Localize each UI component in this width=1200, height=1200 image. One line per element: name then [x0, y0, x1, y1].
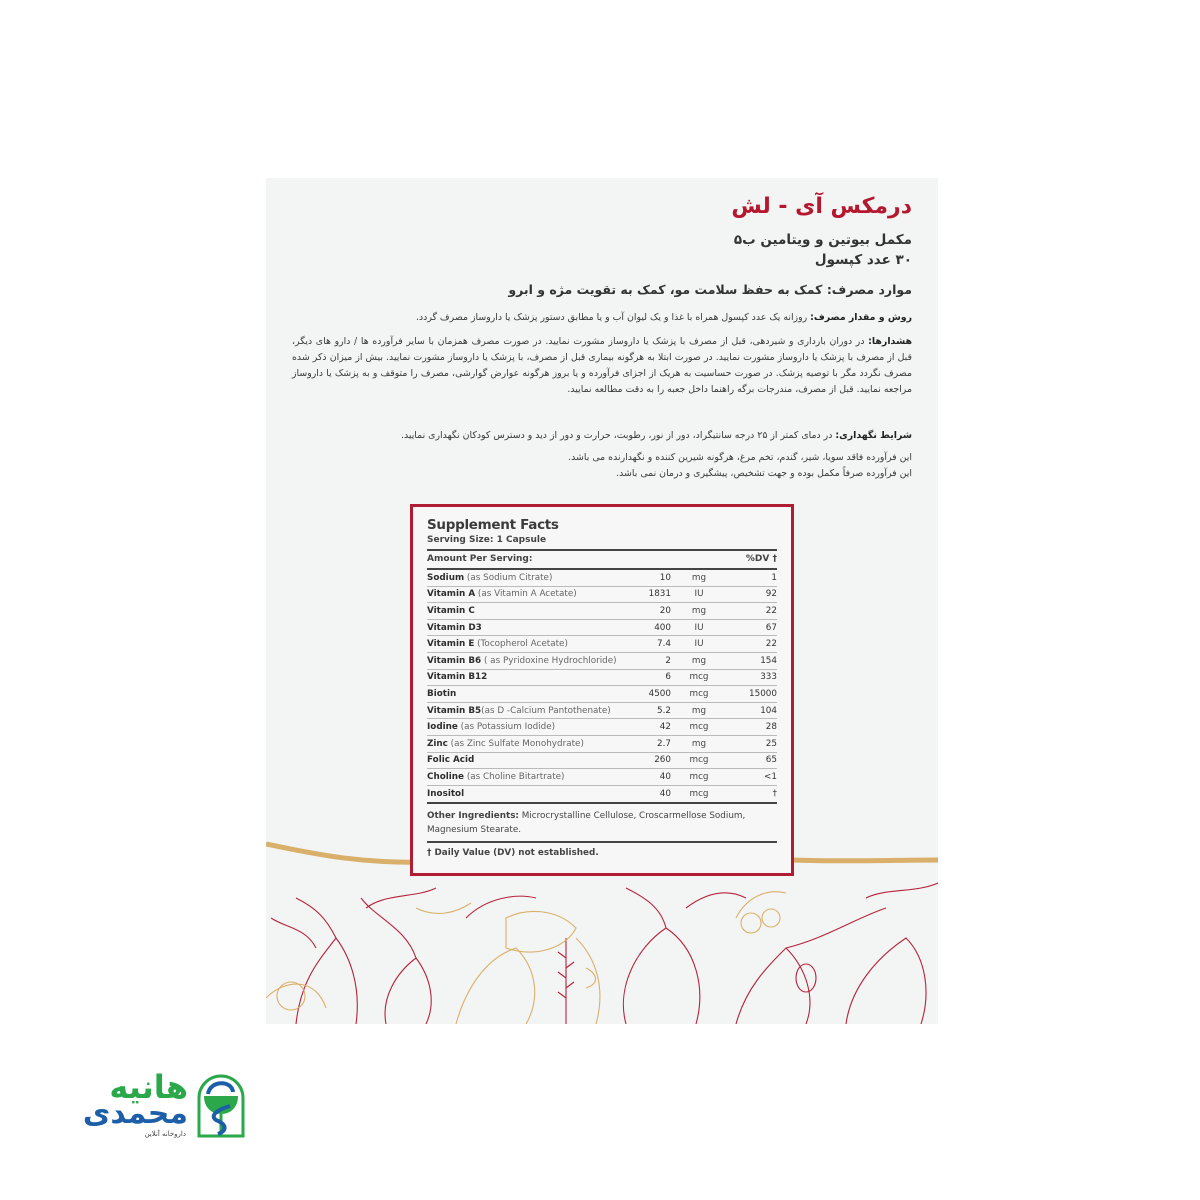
storage-text: در دمای کمتر از ۲۵ درجه سانتیگراد، دور از نور، رطوبت، حرارت و دور از دید و دسترس کودکان نگهداری نمایید.	[400, 430, 836, 441]
allergen-statement: این فرآورده فاقد سویا، شیر، گندم، تخم مرغ، هرگونه شیرین کننده و نگهدارنده می باشد.	[568, 452, 912, 463]
capsule-count: ۳۰ عدد کپسول	[814, 252, 912, 268]
product-title: درمکس آی - لش	[731, 194, 912, 219]
supplement-facts-title: Supplement Facts	[427, 517, 559, 533]
warnings-text: در دوران بارداری و شیردهی، قبل از مصرف با پزشک یا داروساز مشورت نمایید. در صورت مصرف همزمان با سایر فرآورده ها / دارو های دیگر، قبل از مصرف با پزشک یا داروساز مشورت نمایید. در صورت ابتلا به هرگونه بیماری قبل از مصرف، با پزشک یا داروساز مشورت نمایید. بیش از میزان ذکر شده مصرف نگردد مگر با توصیه پزشک. در صورت حساسیت به هریک از اجزای فرآورده و یا بروز هرگونه عوارض گوارشی، مصرف را متوقف و به پزشک یا داروساز مراجعه نمایید. قبل از مصرف، مندرجات برگه راهنما داخل جعبه را به دقت مطالعه نمایید.	[292, 336, 912, 395]
table-row: Folic Acid 260 mcg 65	[427, 753, 777, 770]
product-box-panel	[266, 178, 938, 1024]
floral-line-art-decoration	[266, 878, 938, 1024]
uses-line	[508, 282, 912, 297]
table-row: Choline (as Choline Bitartrate) 40 mcg <1	[427, 769, 777, 786]
facts-rows	[427, 570, 777, 804]
table-row: Inositol 40 mcg †	[427, 789, 777, 800]
supplement-notice: این فرآورده صرفاً مکمل بوده و جهت تشخیص، پیشگیری و درمان نمی باشد.	[616, 468, 912, 479]
storage-label: شرایط نگهداری:	[835, 430, 912, 441]
dosage-text: روزانه یک عدد کپسول همراه با غذا و یک لیوان آب و یا مطابق دستور پزشک یا داروساز مصرف گردد.	[415, 312, 811, 323]
table-row: Biotin 4500 mcg 15000	[427, 686, 777, 703]
table-row: Vitamin E (Tocopherol Acetate) 7.4 IU 22	[427, 636, 777, 653]
table-row: Vitamin B5(as D -Calcium Pantothenate) 5.2 mg 104	[427, 703, 777, 720]
amount-header: Amount Per Serving:	[427, 554, 533, 564]
warnings-label: هشدارها:	[868, 336, 912, 347]
table-row: Vitamin B12 6 mcg 333	[427, 670, 777, 687]
table-row: Vitamin A (as Vitamin A Acetate) 1831 IU 92	[427, 587, 777, 604]
table-row: Zinc (as Zinc Sulfate Monohydrate) 2.7 mg 25	[427, 736, 777, 753]
serving-size: Serving Size: 1 Capsule	[427, 535, 777, 551]
table-row: Vitamin D3 400 IU 67	[427, 620, 777, 637]
dv-footnote: † Daily Value (DV) not established.	[427, 848, 599, 859]
pharmacy-logo[interactable]	[56, 1068, 246, 1144]
storage-paragraph	[292, 428, 912, 444]
logo-tagline: داروخانه آنلاین	[144, 1130, 186, 1138]
facts-header-row	[427, 551, 777, 570]
warnings-paragraph	[292, 334, 912, 398]
product-subtitle: مکمل بیوتین و ویتامین ب۵	[733, 232, 912, 248]
table-row: Iodine (as Potassium Iodide) 42 mcg 28	[427, 719, 777, 736]
table-row: Vitamin C 20 mg 22	[427, 603, 777, 620]
logo-name-line2: محمدی	[82, 1096, 188, 1131]
supplement-facts-panel	[410, 504, 794, 876]
other-ingredients: Other Ingredients: Microcrystalline Cellulose, Croscarmellose Sodium, Magnesium Stearate.	[427, 804, 777, 843]
dv-header: %DV †	[745, 554, 777, 564]
uses-label: موارد مصرف:	[826, 282, 912, 297]
table-row: Sodium (as Sodium Citrate) 10 mg 1	[427, 570, 777, 587]
dosage-label: روش و مقدار مصرف:	[810, 312, 912, 323]
table-row: Vitamin B6 ( as Pyridoxine Hydrochloride) 2 mg 154	[427, 653, 777, 670]
dosage-paragraph	[292, 310, 912, 326]
pharmacy-bowl-icon	[196, 1072, 246, 1138]
logo-name-line1: هانیه	[109, 1068, 188, 1106]
uses-text: کمک به حفظ سلامت مو، کمک به تقویت مژه و ابرو	[508, 282, 823, 297]
